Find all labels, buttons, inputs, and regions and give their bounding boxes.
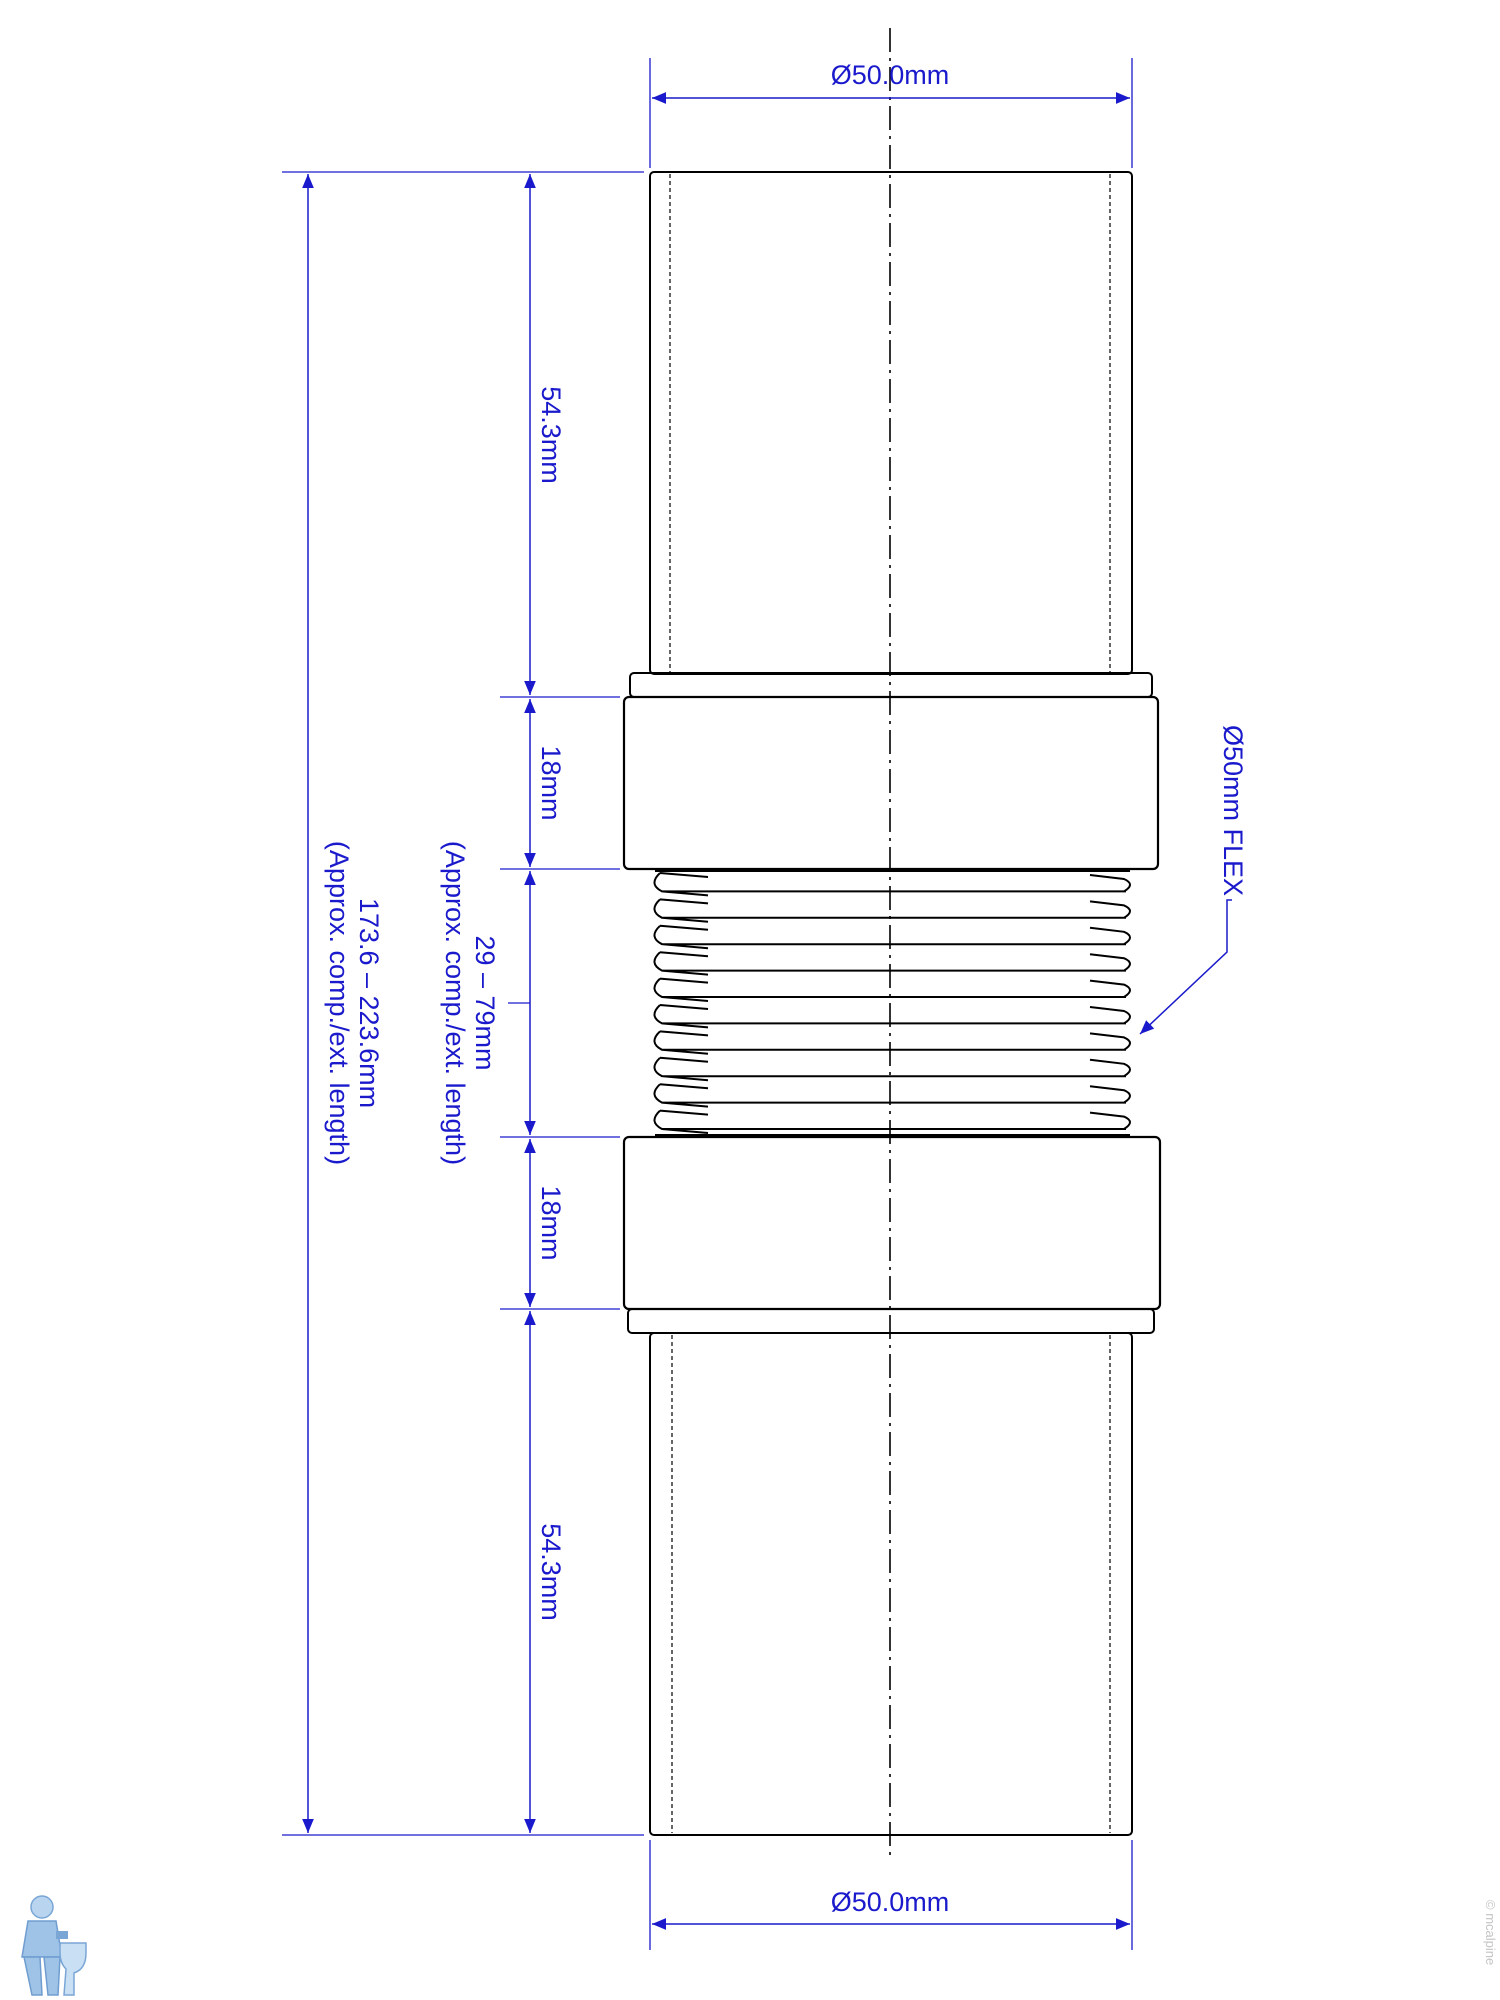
extension-lines bbox=[282, 58, 1132, 1950]
bottom-pipe bbox=[650, 1333, 1132, 1835]
flex-callout-label: Ø50mm FLEX bbox=[1218, 725, 1248, 897]
top-pipe bbox=[650, 172, 1132, 674]
flex-callout-leader bbox=[1140, 900, 1232, 1034]
bellows-outline bbox=[655, 871, 1130, 1135]
flex-length-note: (Approx. comp./ext. length) bbox=[440, 840, 470, 1166]
dimension-lines bbox=[308, 98, 1130, 1924]
bottom-diameter-label: Ø50.0mm bbox=[830, 1887, 950, 1917]
watermark: © mcalpine bbox=[1483, 1900, 1498, 1966]
flex-length-value: 29 – 79mm bbox=[470, 935, 500, 1071]
flex-bellows bbox=[654, 871, 1130, 1135]
bellows-folds bbox=[654, 873, 1130, 1133]
top-diameter-label: Ø50.0mm bbox=[830, 60, 950, 90]
overall-length-note: (Approx. comp./ext. length) bbox=[324, 840, 354, 1166]
top-ring bbox=[630, 673, 1152, 697]
overall-length-value: 173.6 – 223.6mm bbox=[354, 897, 384, 1109]
bottom-ring bbox=[628, 1309, 1154, 1333]
top-pipe-length-label: 54.3mm bbox=[536, 386, 566, 484]
top-collar-length-label: 18mm bbox=[536, 745, 566, 821]
bottom-collar-length-label: 18mm bbox=[536, 1185, 566, 1261]
bottom-pipe-length-label: 54.3mm bbox=[536, 1523, 566, 1621]
plumber-toilet-logo-icon bbox=[22, 1896, 86, 1995]
bottom-collar bbox=[624, 1137, 1160, 1309]
top-collar bbox=[624, 697, 1158, 869]
